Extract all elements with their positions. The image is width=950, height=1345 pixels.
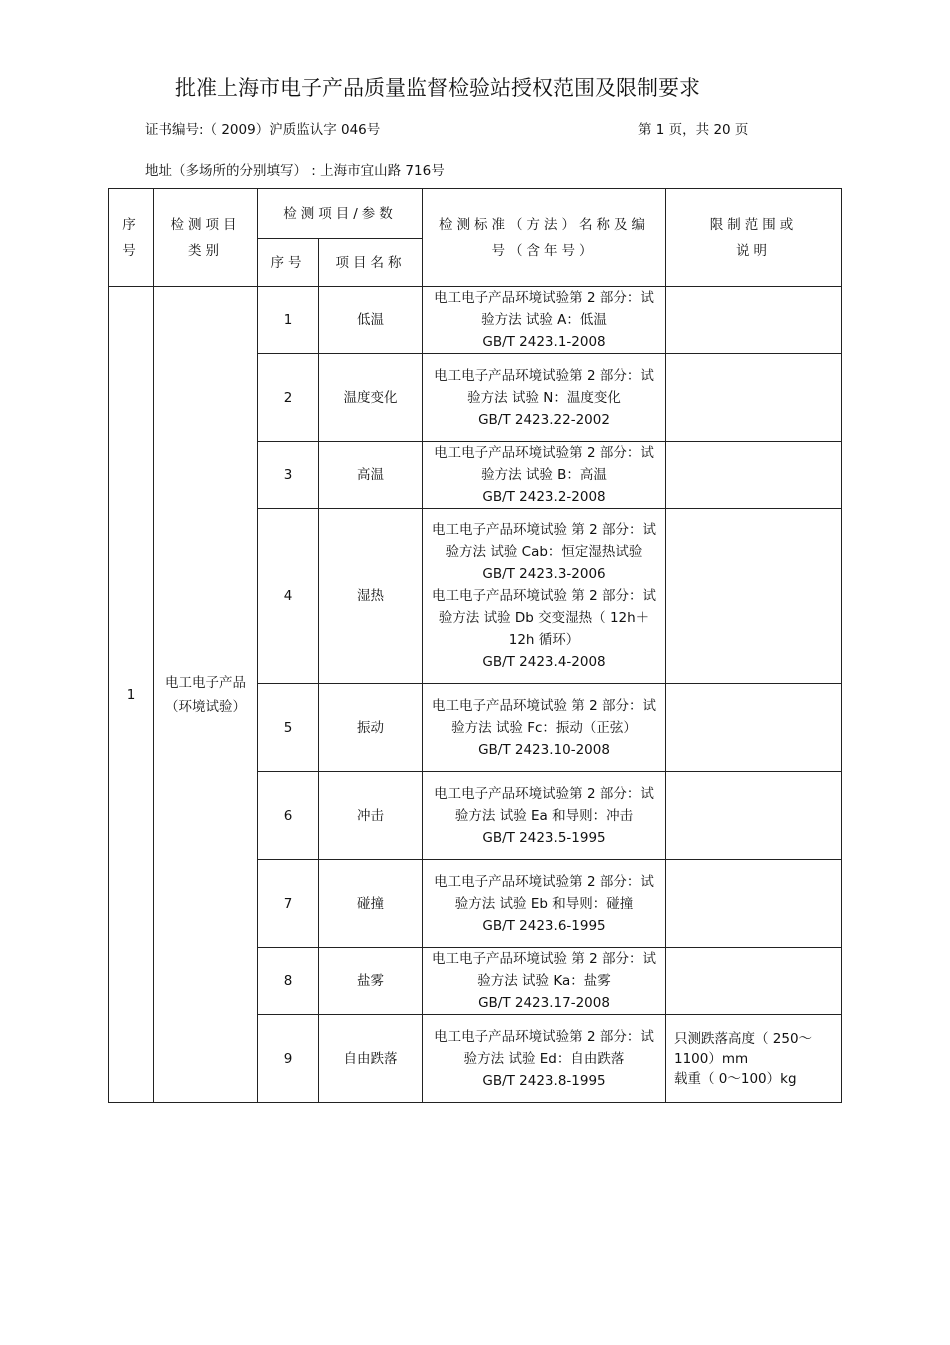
standard-line: GB/T 2423.22-2002 — [478, 411, 610, 428]
item-seq-cell: 9 — [258, 1015, 319, 1103]
standard-line: GB/T 2423.17-2008 — [478, 995, 610, 1011]
header-item-seq: 序号 — [258, 239, 319, 287]
standard-line: GB/T 2423.4-2008 — [482, 654, 606, 670]
standard-line: GB/T 2423.5-1995 — [482, 829, 606, 846]
limit-cell — [666, 948, 842, 1015]
item-seq-cell: 1 — [258, 287, 319, 354]
standard-line: GB/T 2423.6-1995 — [482, 917, 606, 934]
item-name-cell: 振动 — [319, 684, 423, 772]
header-item-name: 项目名称 — [319, 239, 423, 287]
standard-cell — [423, 354, 666, 442]
standard-line: 电工电子产品环境试验第 2 部分：试验方法 试验 Ea 和导则：冲击 — [434, 785, 654, 824]
standard-cell — [423, 684, 666, 772]
standard-cell — [423, 860, 666, 948]
item-seq-cell: 5 — [258, 684, 319, 772]
limit-cell — [666, 684, 842, 772]
item-seq-cell: 8 — [258, 948, 319, 1015]
standard-line: 电工电子产品环境试验 第 2 部分：试验方法 试验 Db 交变湿热（ 12h＋12h 循环） — [432, 588, 656, 648]
header-seq: 序号 — [109, 189, 154, 287]
standard-line: GB/T 2423.8-1995 — [482, 1072, 606, 1089]
limit-cell — [666, 442, 842, 509]
item-name-cell: 自由跌落 — [319, 1015, 423, 1103]
page-indicator: 第 1 页，共 20 页 — [638, 122, 749, 138]
header-item-group: 检测项目/参数 — [258, 189, 423, 239]
item-name-cell: 盐雾 — [319, 948, 423, 1015]
standard-cell — [423, 509, 666, 684]
header-limit: 限制范围或说明 — [666, 189, 842, 287]
standard-line: 电工电子产品环境试验 第 2 部分：试验方法 试验 Cab：恒定湿热试验 — [432, 522, 656, 560]
item-name-cell: 温度变化 — [319, 354, 423, 442]
document-title: 批准上海市电子产品质量监督检验站授权范围及限制要求 — [175, 76, 700, 100]
item-name-cell: 低温 — [319, 287, 423, 354]
standard-cell — [423, 287, 666, 354]
item-seq-cell: 6 — [258, 772, 319, 860]
limit-cell: 只测跌落高度（ 250～1100）mm 载重（ 0～100）kg — [666, 1015, 842, 1103]
standard-line: 电工电子产品环境试验 第 2 部分：试验方法 试验 Fc：振动（正弦） — [432, 697, 656, 736]
item-seq-cell: 7 — [258, 860, 319, 948]
item-name-cell: 碰撞 — [319, 860, 423, 948]
standard-line: 电工电子产品环境试验第 2 部分：试验方法 试验 Eb 和导则：碰撞 — [434, 873, 654, 912]
address-line: 地址（多场所的分别填写） : 上海市宜山路 716号 — [145, 163, 445, 179]
group-category-cell: 电工电子产品（环境试验） — [154, 287, 258, 1103]
limit-cell — [666, 860, 842, 948]
table-body — [109, 287, 842, 1103]
limit-cell — [666, 287, 842, 354]
certificate-number: 证书编号:（ 2009）沪质监认字 046号 — [145, 122, 381, 138]
item-name-cell: 冲击 — [319, 772, 423, 860]
item-seq-cell: 3 — [258, 442, 319, 509]
header-category: 检测项目类别 — [154, 189, 258, 287]
item-seq-cell: 2 — [258, 354, 319, 442]
limit-cell — [666, 354, 842, 442]
standard-line: GB/T 2423.1-2008 — [482, 334, 606, 350]
item-name-cell: 高温 — [319, 442, 423, 509]
limit-cell — [666, 772, 842, 860]
standard-line: 电工电子产品环境试验第 2 部分：试验方法 试验 A：低温 — [434, 290, 654, 328]
group-seq-cell: 1 — [109, 287, 154, 1103]
standard-cell — [423, 772, 666, 860]
standard-cell — [423, 1015, 666, 1103]
standard-cell — [423, 442, 666, 509]
standard-line: 电工电子产品环境试验第 2 部分：试验方法 试验 N：温度变化 — [434, 367, 654, 406]
standard-cell — [423, 948, 666, 1015]
scope-table — [108, 188, 842, 1103]
limit-cell — [666, 509, 842, 684]
standard-line: GB/T 2423.3-2006 — [482, 566, 606, 582]
item-seq-cell: 4 — [258, 509, 319, 684]
standard-line: 电工电子产品环境试验第 2 部分：试验方法 试验 Ed：自由跌落 — [434, 1028, 654, 1067]
header-standard: 检测标准（方法）名称及编号（含年号） — [423, 189, 666, 287]
standard-line: GB/T 2423.2-2008 — [482, 489, 606, 505]
standard-line: 电工电子产品环境试验 第 2 部分：试验方法 试验 Ka：盐雾 — [432, 951, 656, 989]
table-row — [109, 287, 842, 354]
item-name-cell: 湿热 — [319, 509, 423, 684]
standard-line: GB/T 2423.10-2008 — [478, 741, 610, 758]
standard-line: 电工电子产品环境试验第 2 部分：试验方法 试验 B：高温 — [434, 445, 654, 483]
